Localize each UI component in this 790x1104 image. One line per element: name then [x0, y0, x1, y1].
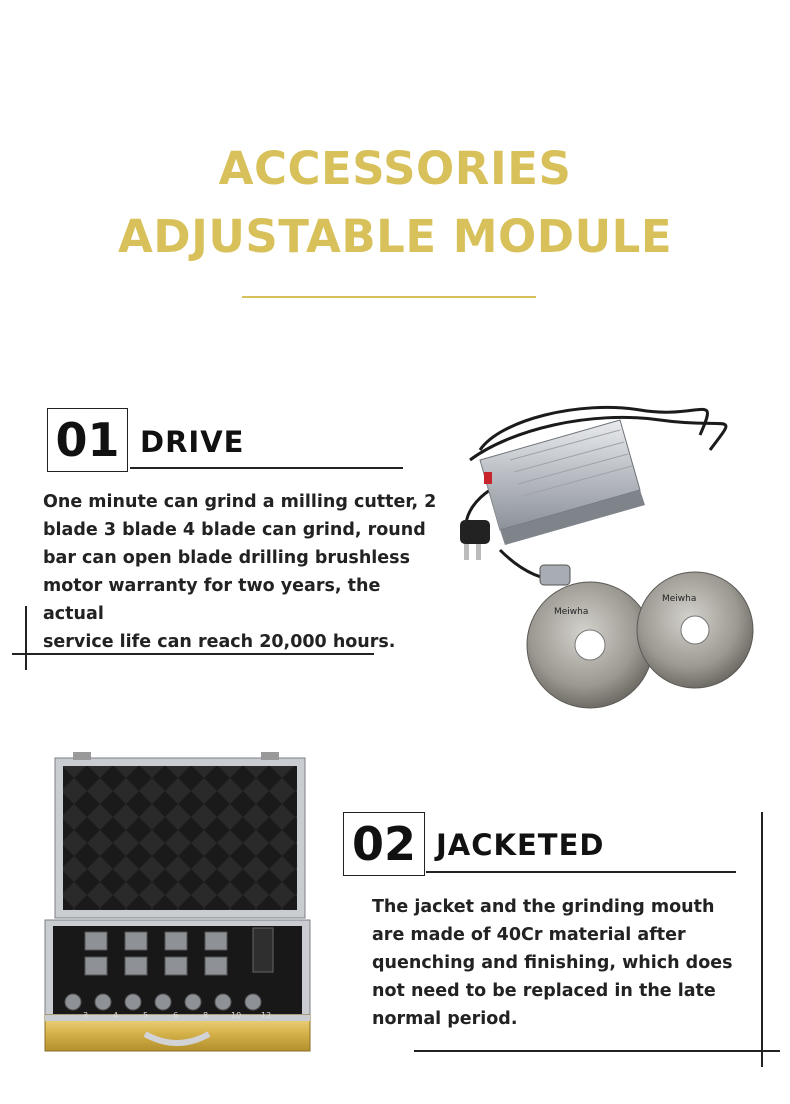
body-line: The jacket and the grinding mouth [372, 897, 715, 917]
body-line: blade 3 blade 4 blade can grind, round [43, 520, 426, 540]
case-lid [55, 752, 305, 918]
plug [460, 520, 490, 560]
collet-case-image [35, 752, 320, 1062]
section-01-body [43, 488, 443, 656]
case-size-label: 8 [203, 1011, 209, 1020]
section-02-title-rule [426, 871, 736, 873]
section-02-bottom-rule [414, 1050, 780, 1052]
body-line: quenching and finishing, which does [372, 953, 733, 973]
case-size-label: 3 [83, 1011, 89, 1020]
headline-line-2: ADJUSTABLE MODULE [117, 210, 673, 263]
section-01-corner-rule [25, 606, 27, 670]
section-02-body [372, 893, 772, 1033]
body-line: One minute can grind a milling cutter, 2 [43, 492, 437, 512]
section-02-corner-rule [761, 812, 763, 1067]
section-title-jacketed: JACKETED [436, 828, 605, 862]
headline-line-1: ACCESSORIES [218, 142, 572, 195]
section-number-02: 02 [343, 812, 425, 876]
case-size-label: 4 [113, 1011, 119, 1020]
body-line: not need to be replaced in the late [372, 981, 716, 1001]
body-line: service life can reach 20,000 hours. [43, 632, 396, 652]
grinding-wheel-right [637, 572, 753, 688]
case-size-label: 10 [231, 1011, 242, 1020]
wheel-brand-label: Meiwha [554, 607, 589, 617]
power-switch [484, 472, 492, 484]
section-number-01: 01 [47, 408, 128, 472]
section-01-title-rule [130, 467, 403, 469]
driver-and-wheels-image [440, 380, 760, 720]
body-line: normal period. [372, 1009, 518, 1029]
case-size-label: 5 [143, 1011, 149, 1020]
section-01-bottom-rule [12, 653, 374, 655]
wheel-brand-label: Meiwha [662, 594, 697, 604]
wrench [253, 928, 273, 972]
body-line: motor warranty for two years, the actual [43, 576, 381, 624]
gold-divider [242, 296, 536, 298]
body-line: are made of 40Cr material after [372, 925, 686, 945]
grinding-wheel-left [527, 582, 653, 708]
connector [540, 565, 570, 585]
section-title-drive: DRIVE [140, 425, 245, 459]
body-line: bar can open blade drilling brushless [43, 548, 411, 568]
case-size-label: 6 [173, 1011, 179, 1020]
case-size-label: 12 [261, 1011, 272, 1020]
